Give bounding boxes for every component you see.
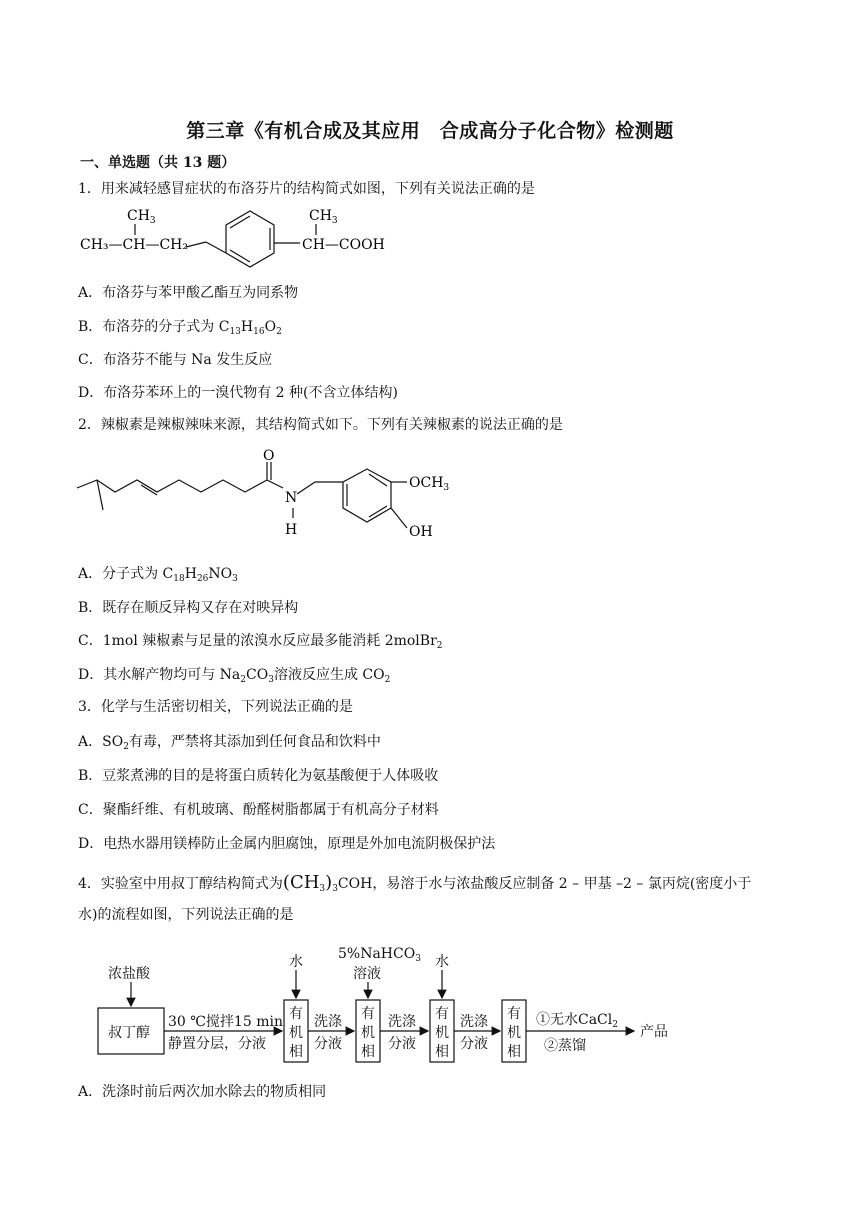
och3-label: $OCH_3$ <box>409 475 450 493</box>
q1-stem: 1．用来减轻感冒症状的布洛芬片的结构简式如图，下列有关说法正确的是 <box>78 181 535 197</box>
q4-flow-diagram <box>96 944 686 1070</box>
q2-option-a: A．分子式为 $C_{18}H_{26}NO_3$ <box>78 566 238 584</box>
organic-phase-4-char2: 机 <box>507 1025 521 1041</box>
ch3-label-a: $CH_3$ <box>127 208 156 226</box>
tert-butanol-box: 叔丁醇 <box>108 1025 150 1041</box>
organic-phase-2-char2: 机 <box>361 1025 375 1041</box>
q3-option-c: C．聚酯纤维、有机玻璃、酚醛树脂都属于有机高分子材料 <box>78 802 439 818</box>
wash2-label: 洗涤 <box>388 1014 416 1030</box>
q2-option-c: C．1mol 辣椒素与足量的浓溴水反应最多能消耗 2molBr$_2$ <box>78 633 443 651</box>
oh-label: OH <box>409 524 433 540</box>
distill-label: ②蒸馏 <box>544 1038 586 1054</box>
nahco3-solution-label: 溶液 <box>353 966 381 982</box>
q3-option-a: A．$SO_2$有毒，严禁将其添加到任何食品和饮料中 <box>78 734 381 752</box>
page-title: 第三章《有机合成及其应用 合成高分子化合物》检测题 <box>186 120 674 142</box>
carbonyl-o-label: O <box>263 448 275 464</box>
step1-bottom-label: 静置分层，分液 <box>168 1036 266 1052</box>
q1-ibuprofen-structure <box>78 202 408 274</box>
sep1-label: 分液 <box>314 1036 342 1052</box>
organic-phase-3-char1: 有 <box>435 1006 449 1022</box>
product-label: 产品 <box>640 1024 668 1040</box>
ch3-label-b: $CH_3$ <box>309 208 338 226</box>
sep2-label: 分液 <box>388 1036 416 1052</box>
organic-phase-3-char3: 相 <box>435 1044 449 1060</box>
wash1-label: 洗涤 <box>314 1014 342 1030</box>
q3-stem: 3．化学与生活密切相关，下列说法正确的是 <box>78 699 353 715</box>
water2-label: 水 <box>435 954 449 970</box>
q2-capsaicin-structure <box>75 446 475 552</box>
q4-stem-line2: 水)的流程如图，下列说法正确的是 <box>78 907 294 923</box>
organic-phase-4-char3: 相 <box>507 1044 521 1060</box>
hcl-label: 浓盐酸 <box>108 966 150 982</box>
q2-option-d: D．其水解产物均可与 $Na_2CO_3$溶液反应生成 $CO_2$ <box>78 667 391 685</box>
q2-stem: 2．辣椒素是辣椒辣味来源，其结构简式如下。下列有关辣椒素的说法正确的是 <box>78 417 563 433</box>
amide-n-label: N <box>285 490 298 506</box>
dry-cacl2-label: ①无水CaCl$_2$ <box>536 1012 618 1030</box>
water1-label: 水 <box>289 954 303 970</box>
section-heading: 一、单选题（共 13 题） <box>80 155 236 171</box>
step1-top-label: 30 ℃搅拌15 min <box>168 1014 283 1030</box>
q2-option-b: B．既存在顺反异构又存在对映异构 <box>78 600 299 616</box>
sep3-label: 分液 <box>460 1036 488 1052</box>
ch3-ch-ch2-label: CH₃—CH—CH₂ <box>80 237 188 253</box>
nahco3-label: 5%NaHCO$_3$ <box>338 946 421 964</box>
q3-option-b: B．豆浆煮沸的目的是将蛋白质转化为氨基酸便于人体吸收 <box>78 768 439 784</box>
wash3-label: 洗涤 <box>460 1014 488 1030</box>
organic-phase-1-char2: 机 <box>289 1025 303 1041</box>
organic-phase-2-char1: 有 <box>361 1006 375 1022</box>
organic-phase-2-char3: 相 <box>361 1044 375 1060</box>
q3-option-d: D．电热水器用镁棒防止金属内胆腐蚀，原理是外加电流阴极保护法 <box>78 836 496 852</box>
organic-phase-4-char1: 有 <box>507 1006 521 1022</box>
q1-option-d: D．布洛芬苯环上的一溴代物有 2 种(不含立体结构) <box>78 385 398 401</box>
q4-stem-line1: 4．实验室中用叔丁醇结构简式为$(CH_3)_3COH$，易溶于水与浓盐酸反应制备 2 – 甲基 –2 – 氯丙烷(密度小于 <box>78 872 752 894</box>
q1-option-b: B．布洛芬的分子式为 $C_{13}H_{16}O_2$ <box>78 319 282 337</box>
organic-phase-3-char2: 机 <box>435 1025 449 1041</box>
organic-phase-1-char1: 有 <box>289 1006 303 1022</box>
q4-option-a: A．洗涤时前后两次加水除去的物质相同 <box>78 1084 327 1100</box>
ch-cooh-label: CH—COOH <box>302 237 385 253</box>
amide-h-label: H <box>285 522 298 538</box>
q1-option-c: C．布洛芬不能与 Na 发生反应 <box>78 352 273 368</box>
organic-phase-1-char3: 相 <box>289 1044 303 1060</box>
q1-option-a: A．布洛芬与苯甲酸乙酯互为同系物 <box>78 285 299 301</box>
